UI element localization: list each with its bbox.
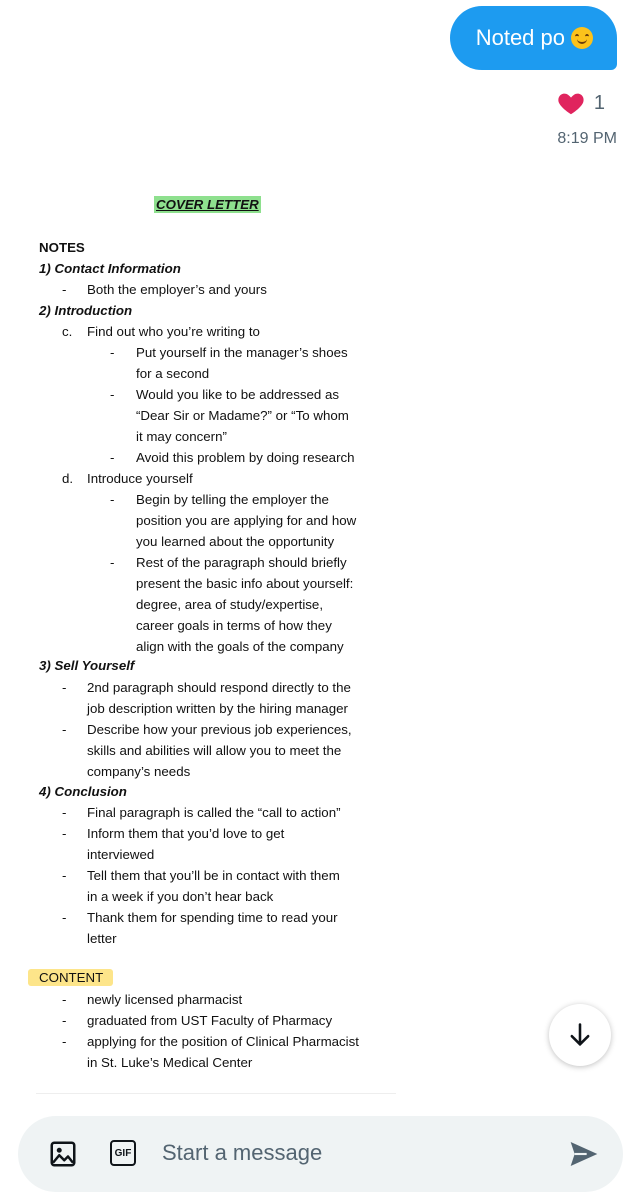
list-item: newly licensed pharmacist <box>87 992 243 1007</box>
list-item: for a second <box>136 366 210 381</box>
gif-button[interactable] <box>110 1140 136 1166</box>
list-item: Would you like to be addressed as <box>136 387 340 402</box>
notes-heading: NOTES <box>39 240 85 255</box>
message-timestamp: 8:19 PM <box>557 130 617 147</box>
list-item: it may concern” <box>136 429 227 444</box>
message-composer <box>18 1116 623 1192</box>
list-item: 2nd paragraph should respond directly to the <box>87 680 351 695</box>
bullet-dash: - <box>62 992 67 1007</box>
list-item: letter <box>87 931 117 946</box>
list-item: align with the goals of the company <box>136 639 344 654</box>
list-item: company’s needs <box>87 764 191 779</box>
gif-label: GIF <box>114 1147 132 1159</box>
bullet-dash: - <box>62 680 67 695</box>
image-icon[interactable] <box>48 1139 78 1169</box>
list-item: Both the employer’s and yours <box>87 282 267 297</box>
list-item: graduated from UST Faculty of Pharmacy <box>87 1013 333 1028</box>
list-item: job description written by the hiring manager <box>87 701 348 716</box>
list-item: Put yourself in the manager’s shoes <box>136 345 348 360</box>
list-marker: c. <box>62 324 73 339</box>
bullet-dash: - <box>62 805 67 820</box>
list-item: Describe how your previous job experiences, <box>87 722 352 737</box>
message-text: Noted po <box>475 25 565 50</box>
list-item: you learned about the opportunity <box>136 534 335 549</box>
bullet-dash: - <box>110 555 115 570</box>
arrow-down-icon <box>566 1021 594 1049</box>
smiling-face-emoji-icon <box>571 27 593 49</box>
list-item: Begin by telling the employer the <box>136 492 329 507</box>
list-item: Introduce yourself <box>87 471 193 486</box>
bullet-dash: - <box>110 387 115 402</box>
list-item: in St. Luke’s Medical Center <box>87 1055 253 1070</box>
bullet-dash: - <box>62 1034 67 1049</box>
bullet-dash: - <box>110 492 115 507</box>
section-heading: 1) Contact Information <box>39 261 181 276</box>
reaction-count: 1 <box>593 91 605 114</box>
document-title: COVER LETTER <box>156 197 259 212</box>
list-item: skills and abilities will allow you to meet the <box>87 743 342 758</box>
bullet-dash: - <box>62 868 67 883</box>
message-reaction[interactable] <box>556 88 605 118</box>
bullet-dash: - <box>110 450 115 465</box>
list-item: in a week if you don’t hear back <box>87 889 274 904</box>
list-item: position you are applying for and how <box>136 513 357 528</box>
section-heading: 4) Conclusion <box>39 784 127 799</box>
list-item: Inform them that you’d love to get <box>87 826 285 841</box>
cover-letter-notes-image[interactable] <box>24 186 424 1100</box>
list-item: Thank them for spending time to read your <box>87 910 338 925</box>
scroll-to-bottom-button[interactable] <box>549 1004 611 1066</box>
content-heading: CONTENT <box>28 969 113 986</box>
list-item: Final paragraph is called the “call to action” <box>87 805 341 820</box>
list-marker: d. <box>62 471 74 486</box>
image-bottom-edge <box>36 1093 396 1100</box>
list-item: applying for the position of Clinical Pharmacist <box>87 1034 359 1049</box>
list-item: interviewed <box>87 847 155 862</box>
list-item: present the basic info about yourself: <box>136 576 354 591</box>
bullet-dash: - <box>62 722 67 737</box>
message-input[interactable]: Start a message <box>162 1140 323 1165</box>
list-item: Tell them that you’ll be in contact with them <box>87 868 340 883</box>
bullet-dash: - <box>62 826 67 841</box>
section-heading: 2) Introduction <box>39 303 133 318</box>
bullet-dash: - <box>62 910 67 925</box>
bullet-dash: - <box>62 282 67 297</box>
list-item: Avoid this problem by doing research <box>136 450 355 465</box>
send-icon[interactable] <box>567 1138 601 1170</box>
list-item: Find out who you’re writing to <box>87 324 260 339</box>
section-heading: 3) Sell Yourself <box>39 658 135 673</box>
heart-icon <box>556 88 586 118</box>
bullet-dash: - <box>110 345 115 360</box>
list-item: “Dear Sir or Madame?” or “To whom <box>136 408 349 423</box>
sent-message-bubble[interactable] <box>450 6 617 70</box>
list-item: career goals in terms of how they <box>136 618 332 633</box>
list-item: Rest of the paragraph should briefly <box>136 555 347 570</box>
bullet-dash: - <box>62 1013 67 1028</box>
list-item: degree, area of study/expertise, <box>136 597 324 612</box>
